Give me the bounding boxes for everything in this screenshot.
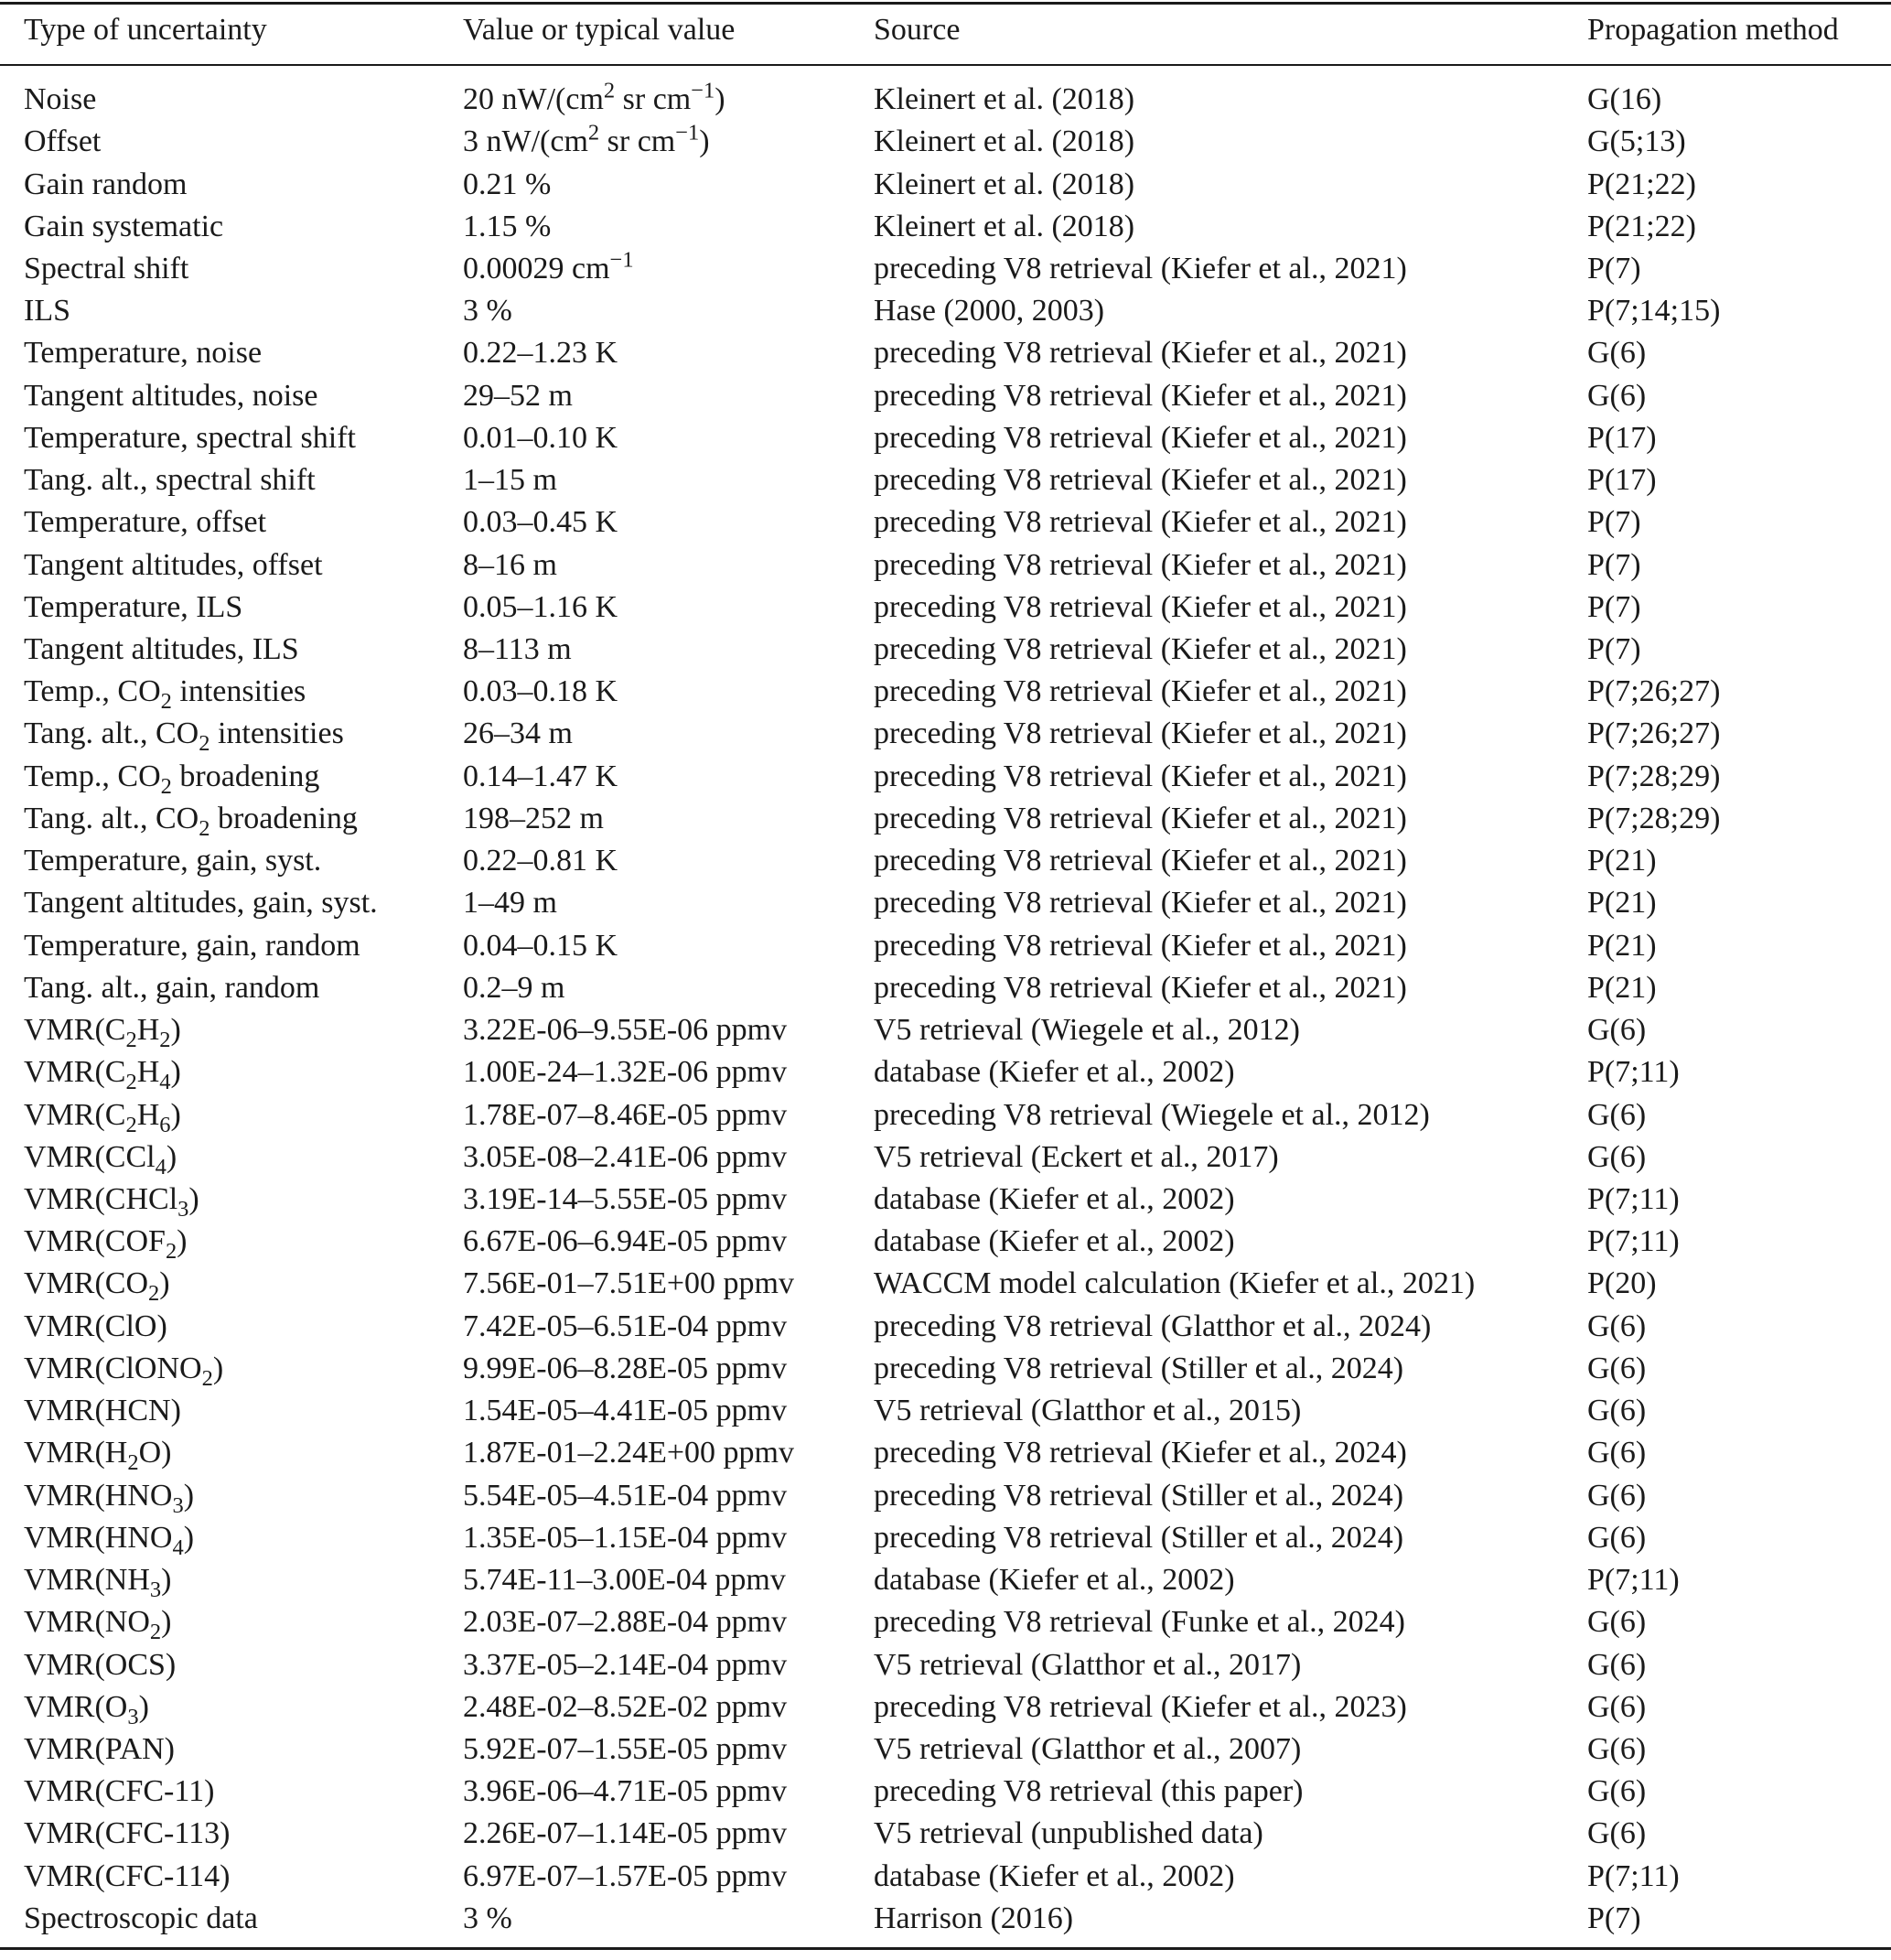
cell-type: Tangent altitudes, ILS xyxy=(24,632,299,666)
cell-source: V5 retrieval (Wiegele et al., 2012) xyxy=(874,1013,1300,1048)
table-row xyxy=(0,1813,1891,1855)
cell-type: Gain random xyxy=(24,167,188,201)
cell-value: 5.92E-07–1.55E-05 ppmv xyxy=(463,1732,788,1766)
cell-type: Temperature, gain, random xyxy=(24,928,360,963)
table-row xyxy=(0,332,1891,374)
table-row xyxy=(0,1263,1891,1305)
cell-method: P(7;11) xyxy=(1587,1055,1680,1090)
table-row xyxy=(0,501,1891,544)
cell-type: $VMR(C_2H_6)$ xyxy=(24,1097,181,1137)
cell-type: Tangent altitudes, gain, syst. xyxy=(24,886,378,921)
cell-value: 6.97E-07–1.57E-05 ppmv xyxy=(463,1858,788,1893)
cell-value: 0.05–1.16 K xyxy=(463,589,618,624)
cell-method: P(7;11) xyxy=(1587,1182,1680,1216)
cell-source: V5 retrieval (unpublished data) xyxy=(874,1816,1263,1851)
cell-value: 1–15 m xyxy=(463,463,557,498)
cell-method: G(6) xyxy=(1587,1520,1647,1555)
cell-method: P(7) xyxy=(1587,251,1641,285)
cell-value: 8–113 m xyxy=(463,632,572,666)
cell-method: G(6) xyxy=(1587,1816,1647,1851)
cell-source: database (Kiefer et al., 2002) xyxy=(874,1224,1235,1259)
header-type-of-uncertainty: Type of uncertainty xyxy=(24,13,267,47)
cell-method: G(6) xyxy=(1587,1689,1647,1724)
cell-source: preceding V8 retrieval (Kiefer et al., 2021) xyxy=(874,251,1407,285)
table-row xyxy=(0,206,1891,248)
cell-type: Tang. alt., $CO_2$ intensities xyxy=(24,716,344,757)
cell-method: P(17) xyxy=(1587,463,1657,498)
cell-method: P(7;26;27) xyxy=(1587,716,1721,751)
cell-source: preceding V8 retrieval (Kiefer et al., 2021) xyxy=(874,716,1407,751)
cell-source: preceding V8 retrieval (Kiefer et al., 2021) xyxy=(874,632,1407,666)
cell-method: G(16) xyxy=(1587,82,1662,116)
cell-type: Temperature, noise xyxy=(24,336,263,371)
cell-method: G(6) xyxy=(1587,1647,1647,1682)
cell-type: VMR(CCl$_4$) xyxy=(24,1139,177,1179)
table-row xyxy=(0,375,1891,417)
cell-source: V5 retrieval (Glatthor et al., 2017) xyxy=(874,1647,1302,1682)
cell-type: Temperature, spectral shift xyxy=(24,420,356,455)
cell-source: preceding V8 retrieval (Kiefer et al., 2021) xyxy=(874,970,1407,1005)
cell-source: Harrison (2016) xyxy=(874,1901,1074,1935)
cell-value: 29–52 m xyxy=(463,378,573,413)
table-row xyxy=(0,1009,1891,1051)
cell-value: 2.26E-07–1.14E-05 ppmv xyxy=(463,1816,788,1851)
cell-source: preceding V8 retrieval (Stiller et al., 2024) xyxy=(874,1478,1404,1513)
cell-type: $VMR(NH_3)$ xyxy=(24,1563,172,1602)
cell-source: preceding V8 retrieval (Kiefer et al., 2021) xyxy=(874,505,1407,540)
cell-source: WACCM model calculation (Kiefer et al., 2021) xyxy=(874,1266,1476,1301)
cell-value: 0.21 % xyxy=(463,167,552,201)
table-row xyxy=(0,459,1891,501)
header-propagation-method: Propagation method xyxy=(1587,13,1839,47)
cell-source: preceding V8 retrieval (Kiefer et al., 2021) xyxy=(874,547,1407,582)
table-top-rule xyxy=(0,2,1891,5)
table-row xyxy=(0,544,1891,587)
cell-source: preceding V8 retrieval (Kiefer et al., 2021) xyxy=(874,420,1407,455)
cell-source: database (Kiefer et al., 2002) xyxy=(874,1858,1235,1893)
cell-method: G(6) xyxy=(1587,1139,1647,1174)
cell-value: 2.48E-02–8.52E-02 ppmv xyxy=(463,1689,788,1724)
table-row xyxy=(0,1348,1891,1390)
cell-value: 0.14–1.47 K xyxy=(463,759,618,793)
table-row xyxy=(0,840,1891,882)
cell-type: Offset xyxy=(24,124,102,159)
cell-source: Kleinert et al. (2018) xyxy=(874,124,1135,159)
table-row xyxy=(0,1221,1891,1263)
cell-method: G(6) xyxy=(1587,1478,1647,1513)
cell-value: 0.00029 $cm^{-1}$ xyxy=(463,247,634,285)
cell-source: database (Kiefer et al., 2002) xyxy=(874,1563,1235,1597)
cell-method: P(21;22) xyxy=(1587,209,1696,243)
cell-method: G(6) xyxy=(1587,1097,1647,1132)
cell-method: G(6) xyxy=(1587,336,1647,371)
cell-method: P(7) xyxy=(1587,547,1641,582)
cell-source: Kleinert et al. (2018) xyxy=(874,209,1135,243)
cell-type: VMR(HCN) xyxy=(24,1394,181,1428)
cell-value: 1.35E-05–1.15E-04 ppmv xyxy=(463,1520,788,1555)
cell-type: $VMR(CO_2)$ xyxy=(24,1266,170,1307)
cell-source: preceding V8 retrieval (Kiefer et al., 2021) xyxy=(874,463,1407,498)
cell-type: VMR(CHCl$_3$) xyxy=(24,1182,199,1222)
cell-method: P(7) xyxy=(1587,505,1641,540)
cell-method: P(7;28;29) xyxy=(1587,759,1721,793)
cell-type: Temperature, gain, syst. xyxy=(24,844,322,878)
cell-value: 9.99E-06–8.28E-05 ppmv xyxy=(463,1351,788,1385)
table-row xyxy=(0,1051,1891,1093)
cell-type: Noise xyxy=(24,82,97,116)
cell-source: preceding V8 retrieval (Kiefer et al., 2024) xyxy=(874,1436,1407,1470)
table-row xyxy=(0,1728,1891,1771)
cell-value: 6.67E-06–6.94E-05 ppmv xyxy=(463,1224,788,1259)
table-row xyxy=(0,713,1891,755)
cell-value: 26–34 m xyxy=(463,716,573,751)
cell-method: G(6) xyxy=(1587,1774,1647,1809)
cell-type: VMR(CFC-11) xyxy=(24,1774,215,1809)
cell-method: G(6) xyxy=(1587,1308,1647,1343)
table-row xyxy=(0,1856,1891,1898)
table-row xyxy=(0,1475,1891,1517)
cell-method: P(21;22) xyxy=(1587,167,1696,201)
cell-source: preceding V8 retrieval (Kiefer et al., 2021) xyxy=(874,336,1407,371)
table-row xyxy=(0,1601,1891,1643)
cell-method: P(17) xyxy=(1587,420,1657,455)
cell-type: ILS xyxy=(24,294,70,328)
cell-source: preceding V8 retrieval (Stiller et al., 2024) xyxy=(874,1351,1404,1385)
cell-source: preceding V8 retrieval (Glatthor et al., 2024) xyxy=(874,1308,1432,1343)
cell-value: 20 $nW/(cm^2$ sr $cm^{-1}$) xyxy=(463,78,725,116)
cell-source: Kleinert et al. (2018) xyxy=(874,82,1135,116)
cell-method: G(6) xyxy=(1587,1605,1647,1640)
cell-value: 5.74E-11–3.00E-04 ppmv xyxy=(463,1563,786,1597)
cell-source: database (Kiefer et al., 2002) xyxy=(874,1182,1235,1216)
cell-type: VMR(ClONO$_2$) xyxy=(24,1351,224,1391)
cell-method: P(7;28;29) xyxy=(1587,801,1721,835)
cell-value: 2.03E-07–2.88E-04 ppmv xyxy=(463,1605,788,1640)
cell-type: $VMR(C_2H_2)$ xyxy=(24,1013,181,1052)
table-row xyxy=(0,798,1891,840)
cell-source: preceding V8 retrieval (Kiefer et al., 2021) xyxy=(874,378,1407,413)
cell-type: VMR(CFC-114) xyxy=(24,1858,231,1893)
cell-type: $VMR(HNO_4)$ xyxy=(24,1520,195,1560)
cell-method: G(6) xyxy=(1587,1394,1647,1428)
table-row xyxy=(0,1771,1891,1813)
cell-source: preceding V8 retrieval (Kiefer et al., 2021) xyxy=(874,759,1407,793)
table-header-rule xyxy=(0,64,1891,66)
cell-type: Spectral shift xyxy=(24,251,189,285)
table-row xyxy=(0,1432,1891,1474)
cell-value: 5.54E-05–4.51E-04 ppmv xyxy=(463,1478,788,1513)
cell-source: preceding V8 retrieval (Kiefer et al., 2021) xyxy=(874,674,1407,709)
cell-value: 1.00E-24–1.32E-06 ppmv xyxy=(463,1055,788,1090)
cell-method: P(21) xyxy=(1587,970,1657,1005)
cell-type: Temp., $CO_2$ broadening xyxy=(24,759,320,799)
table-row xyxy=(0,248,1891,290)
cell-method: P(7;11) xyxy=(1587,1563,1680,1597)
cell-value: 3.05E-08–2.41E-06 ppmv xyxy=(463,1139,788,1174)
table-row xyxy=(0,671,1891,713)
header-source: Source xyxy=(874,13,961,47)
cell-value: 3 % xyxy=(463,294,512,328)
table-row xyxy=(0,1898,1891,1940)
cell-source: preceding V8 retrieval (Kiefer et al., 2021) xyxy=(874,886,1407,921)
table-row xyxy=(0,756,1891,798)
cell-value: 0.22–0.81 K xyxy=(463,844,618,878)
cell-method: P(21) xyxy=(1587,844,1657,878)
table-row xyxy=(0,1559,1891,1601)
cell-source: preceding V8 retrieval (this paper) xyxy=(874,1774,1304,1809)
cell-source: V5 retrieval (Glatthor et al., 2015) xyxy=(874,1394,1302,1428)
table-row xyxy=(0,121,1891,163)
cell-source: preceding V8 retrieval (Wiegele et al., 2012) xyxy=(874,1097,1430,1132)
table-header-row xyxy=(0,9,1891,51)
cell-value: 3 $nW/(cm^2$ sr $cm^{-1}$) xyxy=(463,120,710,159)
cell-type: $VMR(H_2O)$ xyxy=(24,1436,172,1476)
cell-type: Tangent altitudes, noise xyxy=(24,378,318,413)
cell-type: $VMR(NO_2)$ xyxy=(24,1605,172,1645)
table-row xyxy=(0,1686,1891,1728)
cell-source: Kleinert et al. (2018) xyxy=(874,167,1135,201)
cell-value: 198–252 m xyxy=(463,801,604,835)
cell-type: $VMR(HNO_3)$ xyxy=(24,1478,195,1518)
cell-method: P(20) xyxy=(1587,1266,1657,1301)
cell-method: P(7;11) xyxy=(1587,1858,1680,1893)
cell-source: preceding V8 retrieval (Kiefer et al., 2021) xyxy=(874,928,1407,963)
cell-value: 0.01–0.10 K xyxy=(463,420,618,455)
table-row xyxy=(0,1094,1891,1136)
cell-source: database (Kiefer et al., 2002) xyxy=(874,1055,1235,1090)
cell-type: Tangent altitudes, offset xyxy=(24,547,323,582)
table-row xyxy=(0,1517,1891,1559)
table-row xyxy=(0,967,1891,1009)
cell-method: P(7) xyxy=(1587,589,1641,624)
cell-source: preceding V8 retrieval (Kiefer et al., 2021) xyxy=(874,589,1407,624)
cell-value: 1.87E-01–2.24E+00 ppmv xyxy=(463,1436,794,1470)
header-value: Value or typical value xyxy=(463,13,736,47)
cell-type: Spectroscopic data xyxy=(24,1901,258,1935)
cell-type: Temperature, offset xyxy=(24,505,267,540)
cell-type: VMR(OCS) xyxy=(24,1647,177,1682)
cell-method: G(5;13) xyxy=(1587,124,1686,159)
cell-value: 0.04–0.15 K xyxy=(463,928,618,963)
cell-source: V5 retrieval (Glatthor et al., 2007) xyxy=(874,1732,1302,1766)
table-row xyxy=(0,1179,1891,1221)
cell-method: P(7) xyxy=(1587,632,1641,666)
cell-type: VMR(ClO) xyxy=(24,1308,167,1343)
cell-type: Gain systematic xyxy=(24,209,224,243)
table-row xyxy=(0,164,1891,206)
cell-method: P(7;11) xyxy=(1587,1224,1680,1259)
cell-method: G(6) xyxy=(1587,378,1647,413)
cell-source: preceding V8 retrieval (Kiefer et al., 2023) xyxy=(874,1689,1407,1724)
table-row xyxy=(0,1306,1891,1348)
cell-type: Tang. alt., spectral shift xyxy=(24,463,316,498)
table-row xyxy=(0,629,1891,671)
cell-value: 0.03–0.18 K xyxy=(463,674,618,709)
cell-value: 7.56E-01–7.51E+00 ppmv xyxy=(463,1266,794,1301)
cell-value: 3.37E-05–2.14E-04 ppmv xyxy=(463,1647,788,1682)
cell-value: 8–16 m xyxy=(463,547,557,582)
cell-method: P(7) xyxy=(1587,1901,1641,1935)
cell-method: P(7;14;15) xyxy=(1587,294,1721,328)
cell-method: P(7;26;27) xyxy=(1587,674,1721,709)
cell-type: Temp., $CO_2$ intensities xyxy=(24,674,306,714)
table-row xyxy=(0,1644,1891,1686)
cell-value: 0.2–9 m xyxy=(463,970,565,1005)
cell-value: 3 % xyxy=(463,1901,512,1935)
cell-value: 3.22E-06–9.55E-06 ppmv xyxy=(463,1013,788,1048)
cell-source: preceding V8 retrieval (Kiefer et al., 2021) xyxy=(874,844,1407,878)
cell-type: Tang. alt., $CO_2$ broadening xyxy=(24,801,358,841)
cell-type: Tang. alt., gain, random xyxy=(24,970,320,1005)
table-bottom-rule xyxy=(0,1947,1891,1950)
cell-type: $VMR(COF_2)$ xyxy=(24,1224,188,1264)
cell-type: VMR(CFC-113) xyxy=(24,1816,231,1851)
table-row xyxy=(0,79,1891,121)
table-row xyxy=(0,1390,1891,1432)
cell-value: 7.42E-05–6.51E-04 ppmv xyxy=(463,1308,788,1343)
cell-value: 1.78E-07–8.46E-05 ppmv xyxy=(463,1097,788,1132)
cell-type: Temperature, ILS xyxy=(24,589,243,624)
cell-value: 3.19E-14–5.55E-05 ppmv xyxy=(463,1182,788,1216)
cell-type: $VMR(C_2H_4)$ xyxy=(24,1055,181,1095)
cell-method: P(21) xyxy=(1587,886,1657,921)
cell-method: G(6) xyxy=(1587,1436,1647,1470)
table-row xyxy=(0,882,1891,924)
table-row xyxy=(0,587,1891,629)
cell-value: 0.03–0.45 K xyxy=(463,505,618,540)
cell-source: V5 retrieval (Eckert et al., 2017) xyxy=(874,1139,1279,1174)
cell-method: G(6) xyxy=(1587,1351,1647,1385)
cell-source: preceding V8 retrieval (Funke et al., 2024) xyxy=(874,1605,1405,1640)
table-row xyxy=(0,417,1891,459)
cell-method: G(6) xyxy=(1587,1732,1647,1766)
table-row xyxy=(0,290,1891,332)
table-row xyxy=(0,1136,1891,1179)
cell-source: preceding V8 retrieval (Stiller et al., 2024) xyxy=(874,1520,1404,1555)
cell-value: 1–49 m xyxy=(463,886,557,921)
table-row xyxy=(0,925,1891,967)
cell-value: 1.15 % xyxy=(463,209,552,243)
cell-source: preceding V8 retrieval (Kiefer et al., 2021) xyxy=(874,801,1407,835)
cell-method: G(6) xyxy=(1587,1013,1647,1048)
cell-method: P(21) xyxy=(1587,928,1657,963)
cell-source: Hase (2000, 2003) xyxy=(874,294,1105,328)
cell-value: 0.22–1.23 K xyxy=(463,336,618,371)
cell-value: 1.54E-05–4.41E-05 ppmv xyxy=(463,1394,788,1428)
cell-type: VMR(PAN) xyxy=(24,1732,176,1766)
cell-value: 3.96E-06–4.71E-05 ppmv xyxy=(463,1774,788,1809)
cell-type: $VMR(O_3)$ xyxy=(24,1689,149,1729)
